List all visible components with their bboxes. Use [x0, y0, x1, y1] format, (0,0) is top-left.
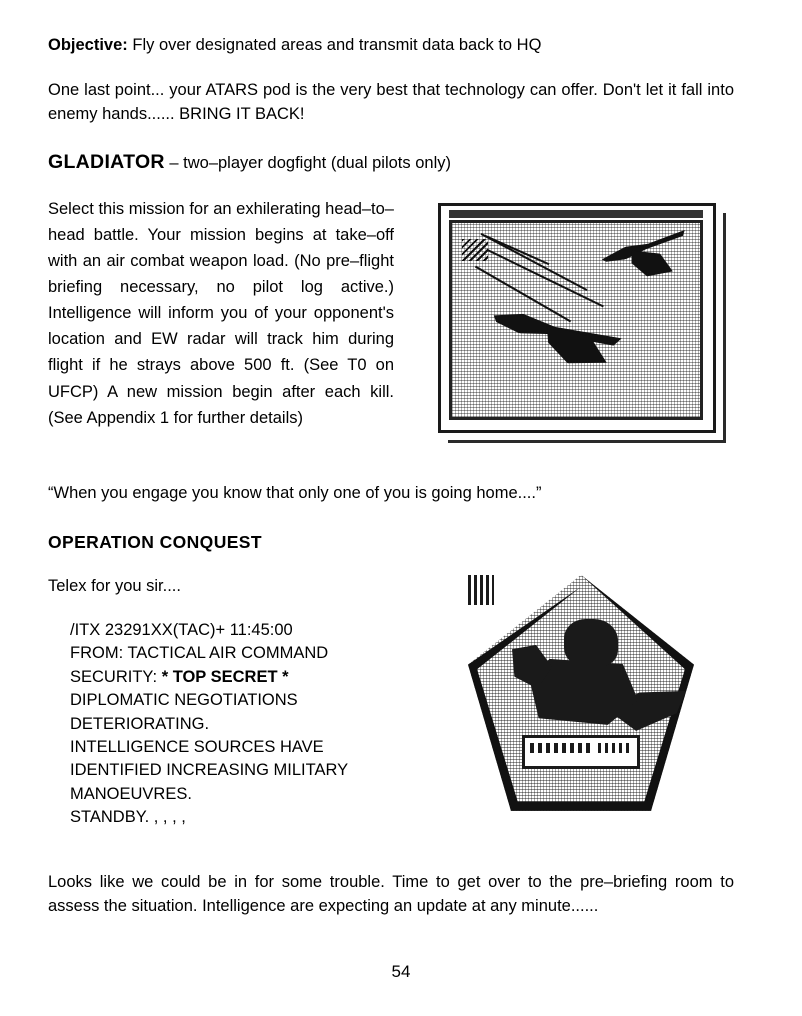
- contrail-streak: [486, 249, 604, 308]
- telex-security-value: * TOP SECRET *: [161, 667, 289, 686]
- telex-line-2: FROM: TACTICAL AIR COMMAND: [70, 644, 329, 663]
- screen-top-bar: [449, 210, 703, 218]
- telex-line-9: STANDBY. , , , ,: [70, 808, 186, 827]
- telex-message: [70, 619, 470, 830]
- gladiator-heading: [48, 149, 734, 176]
- gladiator-quote: “When you engage you know that only one of you is going home....”: [48, 484, 542, 503]
- atars-paragraph: One last point... your ATARS pod is the very best that technology can offer. Don't let it fall into enemy hands...... BRING IT BACK!: [48, 80, 734, 123]
- screen-corner-artifact: [462, 239, 488, 261]
- page-number: 54: [391, 962, 411, 981]
- screen-display: [449, 220, 703, 420]
- telex-line-6: INTELLIGENCE SOURCES HAVE: [70, 738, 324, 757]
- telex-block: [48, 619, 734, 851]
- console-lights: [598, 743, 630, 753]
- telex-line-4: DIPLOMATIC NEGOTIATIONS: [70, 691, 298, 710]
- pentagon-badge-figure: [468, 575, 708, 835]
- gladiator-subtitle: – two–player dogfight (dual pilots only): [164, 153, 451, 172]
- gladiator-body: Select this mission for an exhilerating head–to–head battle. Your mission begins at take–off with an air combat weapon load. (No pre–flight briefing necessary, no pilot log active.) Intelligence will inform you of your opponent's location and EW radar will track him during flight if he strays above 500 ft. (See T0 on UFCP) A new mission begin after each kill. (See Appendix 1 for further details): [48, 200, 394, 427]
- objective-text: Fly over designated areas and transmit data back to HQ: [127, 36, 542, 54]
- console-lights: [530, 743, 590, 753]
- telex-line-8: MANOEUVRES.: [70, 784, 192, 803]
- page-content: [48, 34, 734, 919]
- contrail-streak: [481, 233, 588, 291]
- gladiator-block: [48, 196, 734, 466]
- telex-line-1: /ITX 23291XX(TAC)+ 11:45:00: [70, 620, 293, 639]
- telex-line-7: IDENTIFIED INCREASING MILITARY: [70, 761, 349, 780]
- pilot-head-shape: [564, 619, 618, 667]
- pilot-hand-shape: [468, 575, 494, 605]
- screen-bezel: [438, 203, 716, 433]
- gladiator-title: GLADIATOR: [48, 150, 165, 173]
- telex-line-3: [70, 666, 470, 689]
- telex-intro: Telex for you sir....: [48, 576, 181, 595]
- closing-paragraph: Looks like we could be in for some trouble. Time to get over to the pre–briefing room to assess the situation. Intelligence are expecting an update at any minute......: [48, 872, 734, 915]
- dogfight-screen-figure: [438, 203, 734, 453]
- operation-conquest-heading: OPERATION CONQUEST: [48, 531, 262, 552]
- telex-line-5: DETERIORATING.: [70, 714, 210, 733]
- objective-label: Objective:: [48, 36, 128, 54]
- jet-aircraft-icon: [536, 317, 614, 378]
- telex-security-label: SECURITY:: [70, 667, 162, 686]
- objective-line: [48, 34, 734, 58]
